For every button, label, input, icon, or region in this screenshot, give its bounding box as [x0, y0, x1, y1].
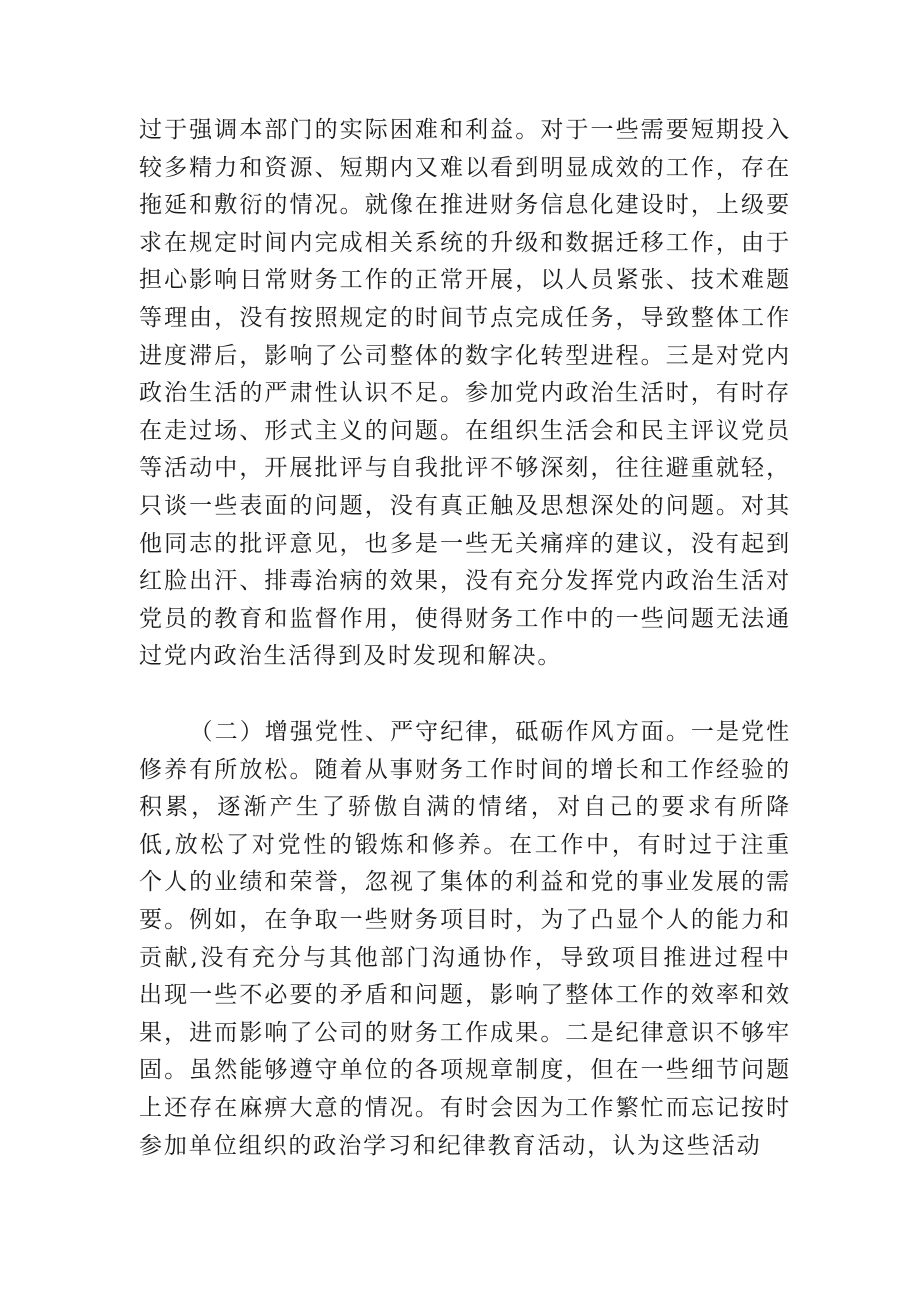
paragraph-2: （二）增强党性、严守纪律，砥砺作风方面。一是党性修养有所放松。随着从事财务工作时间的增长和工作经验的积累，逐渐产生了骄傲自满的情绪，对自己的要求有所降低,放松了对党性的锻炼和修养。在工作中，有时过于注重个人的业绩和荣誉，忽视了集体的利益和党的事业发展的需要。例如，在争取一些财务项目时，为了凸显个人的能力和贡献,没有充分与其他部门沟通协作，导致项目推进过程中出现一些不必要的矛盾和问题，影响了整体工作的效率和效果，进而影响了公司的财务工作成果。二是纪律意识不够牢固。虽然能够遵守单位的各项规章制度，但在一些细节问题上还存在麻痹大意的情况。有时会因为工作繁忙而忘记按时参加单位组织的政治学习和纪律教育活动，认为这些活动: [139, 719, 791, 1159]
paragraph-1: 过于强调本部门的实际困难和利益。对于一些需要短期投入较多精力和资源、短期内又难以看到明显成效的工作，存在拖延和敷衍的情况。就像在推进财务信息化建设时，上级要求在规定时间内完成相关系统的升级和数据迁移工作，由于担心影响日常财务工作的正常开展，以人员紧张、技术难题等理由，没有按照规定的时间节点完成任务，导致整体工作进度滞后，影响了公司整体的数字化转型进程。三是对党内政治生活的严肃性认识不足。参加党内政治生活时，有时存在走过场、形式主义的问题。在组织生活会和民主评议党员等活动中，开展批评与自我批评不够深刻，往往避重就轻，只谈一些表面的问题，没有真正触及思想深处的问题。对其他同志的批评意见，也多是一些无关痛痒的建议，没有起到红脸出汗、排毒治病的效果，没有充分发挥党内政治生活对党员的教育和监督作用，使得财务工作中的一些问题无法通过党内政治生活得到及时发现和解决。: [139, 117, 791, 670]
